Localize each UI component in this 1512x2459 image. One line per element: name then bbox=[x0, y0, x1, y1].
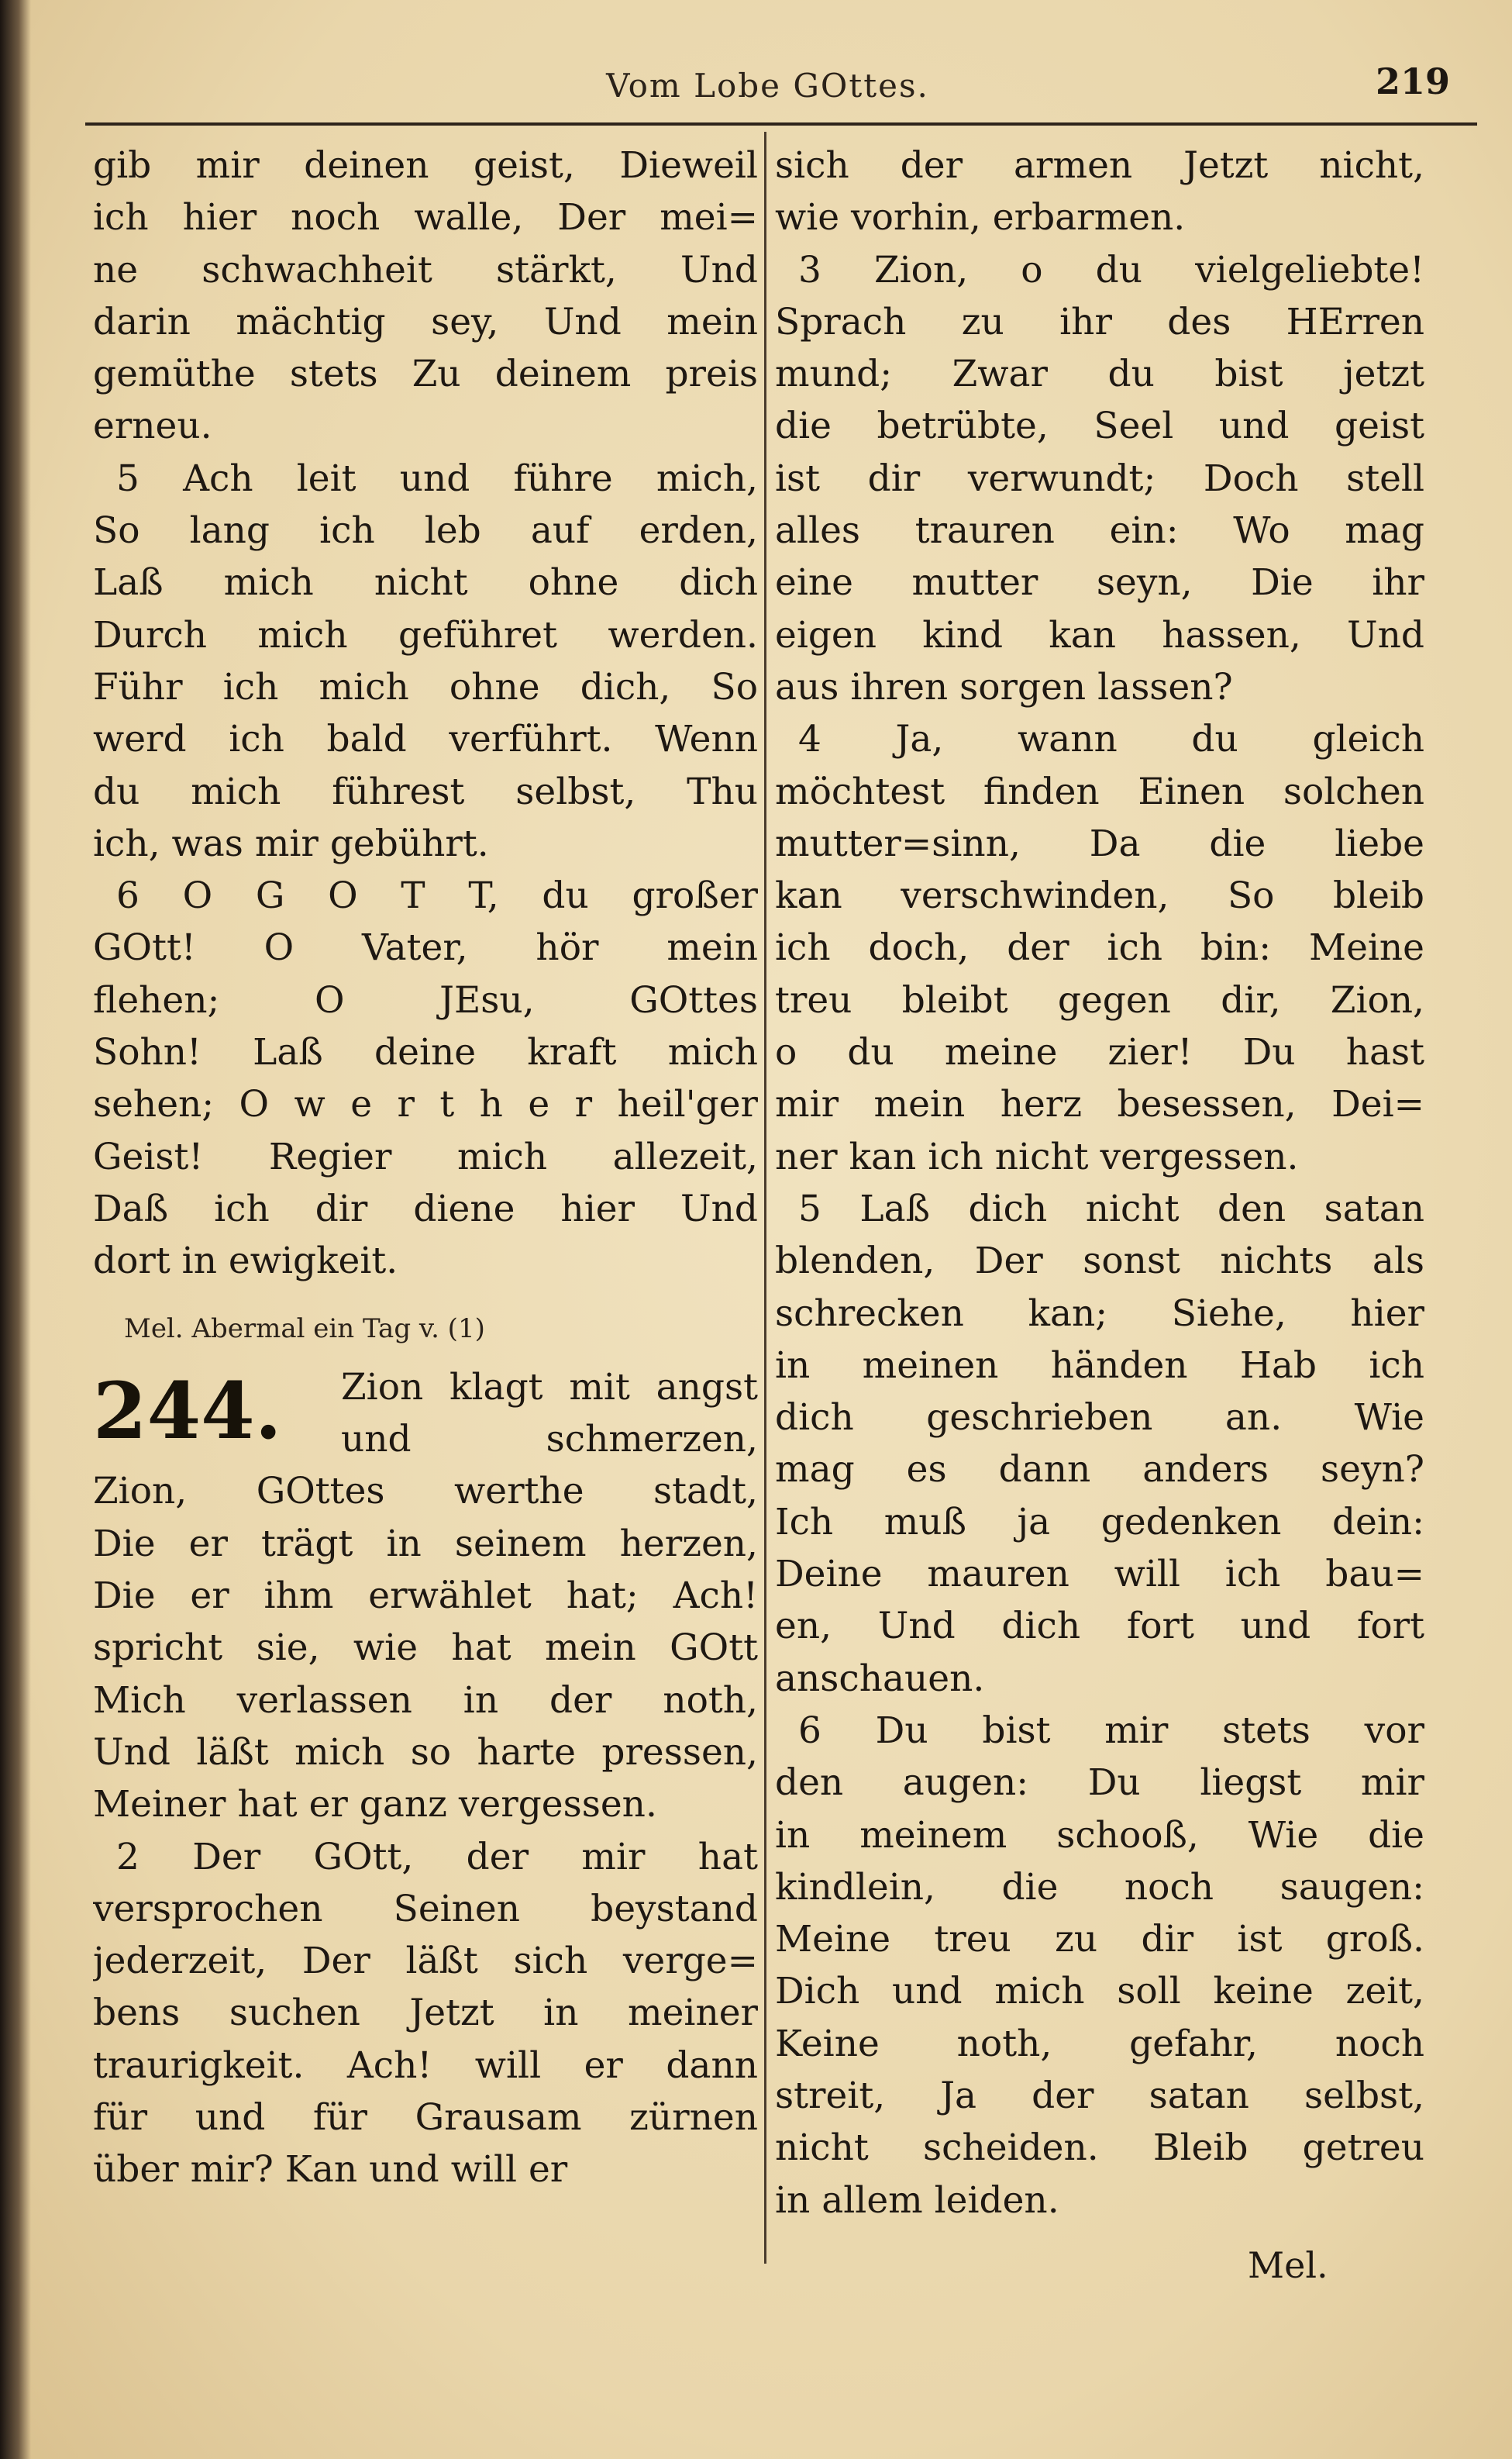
text-line: alles trauren ein: Wo mag bbox=[775, 509, 1424, 553]
text-line: wie vorhin, erbarmen. bbox=[775, 196, 1186, 240]
text-line: flehen; O JEsu, GOttes bbox=[93, 978, 758, 1022]
text-line: Geist! Regier mich allezeit, bbox=[93, 1135, 758, 1178]
text-line: in allem leiden. bbox=[775, 2178, 1059, 2222]
text-line: spricht sie, wie hat mein GOtt bbox=[93, 1626, 758, 1670]
header-rule bbox=[85, 122, 1477, 126]
text-line: Und läßt mich so harte pressen, bbox=[93, 1730, 758, 1774]
left-column-verses bbox=[93, 140, 758, 1288]
text-line: Mich verlassen in der noth, bbox=[93, 1678, 758, 1722]
text-line: ich doch, der ich bin: Meine bbox=[775, 926, 1424, 970]
text-line: nicht scheiden. Bleib getreu bbox=[775, 2126, 1424, 2170]
book-spine-shadow bbox=[0, 0, 31, 2459]
page-number: 219 bbox=[1375, 60, 1450, 102]
column-divider bbox=[764, 132, 766, 2264]
text-line: 5 Ach leit und führe mich, bbox=[116, 457, 758, 500]
text-line: über mir? Kan und will er bbox=[93, 2148, 568, 2192]
hymn-number: 244. bbox=[93, 1364, 282, 1457]
text-line: blenden, Der sonst nichts als bbox=[775, 1240, 1424, 1283]
text-line: eigen kind kan hassen, Und bbox=[775, 613, 1424, 657]
text-line: Die er ihm erwählet hat; Ach! bbox=[93, 1574, 758, 1618]
text-line: mutter=sinn, Da die liebe bbox=[775, 822, 1424, 865]
text-line: Deine mauren will ich bau= bbox=[775, 1553, 1424, 1596]
text-line: jederzeit, Der läßt sich verge= bbox=[93, 1940, 758, 1983]
text-line: Meiner hat er ganz vergessen. bbox=[93, 1783, 657, 1826]
text-line: o du meine zier! Du hast bbox=[775, 1031, 1424, 1074]
text-line: Durch mich geführet werden. bbox=[93, 613, 758, 657]
text-line: traurigkeit. Ach! will er dann bbox=[93, 2043, 758, 2087]
hymn-heading bbox=[93, 1361, 758, 1466]
text-line: gib mir deinen geist, Dieweil bbox=[93, 144, 758, 187]
text-line: Laß mich nicht ohne dich bbox=[93, 561, 758, 605]
text-line: Zion, GOttes werthe stadt, bbox=[93, 1470, 758, 1513]
text-line: ich hier noch walle, Der mei= bbox=[93, 196, 758, 240]
text-line: erneu. bbox=[93, 405, 212, 448]
text-line: Daß ich dir diene hier Und bbox=[93, 1187, 758, 1230]
text-line: sehen; O w e r t h e r heil'ger bbox=[93, 1083, 758, 1126]
text-line: sich der armen Jetzt nicht, bbox=[775, 144, 1424, 187]
hymn-first-line: Zion klagt mit angst bbox=[341, 1365, 758, 1409]
catchword: Mel. bbox=[1248, 2244, 1328, 2286]
text-line: darin mächtig sey, Und mein bbox=[93, 300, 758, 343]
hymn-second-line: und schmerzen, bbox=[341, 1418, 758, 1461]
text-line: 5 Laß dich nicht den satan bbox=[798, 1187, 1424, 1230]
right-column-hymn-text bbox=[775, 140, 1424, 2226]
text-line: Keine noth, gefahr, noch bbox=[775, 2022, 1424, 2065]
text-line: treu bleibt gegen dir, Zion, bbox=[775, 978, 1424, 1022]
text-line: 2 Der GOtt, der mir hat bbox=[116, 1835, 758, 1878]
text-line: 3 Zion, o du vielgeliebte! bbox=[798, 248, 1424, 291]
text-line: 4 Ja, wann du gleich bbox=[798, 718, 1424, 761]
text-line: So lang ich leb auf erden, bbox=[93, 509, 758, 553]
running-title: Vom Lobe GOttes. bbox=[606, 67, 929, 105]
text-line: Sohn! Laß deine kraft mich bbox=[93, 1031, 758, 1074]
text-line: kan verschwinden, So bleib bbox=[775, 874, 1424, 918]
text-line: Ich muß ja gedenken dein: bbox=[775, 1500, 1424, 1543]
text-line: werd ich bald verführt. Wenn bbox=[93, 718, 758, 761]
text-line: versprochen Seinen beystand bbox=[93, 1887, 758, 1930]
left-column bbox=[93, 140, 758, 2196]
text-line: in meinen händen Hab ich bbox=[775, 1343, 1424, 1387]
text-line: 6 Du bist mir stets vor bbox=[798, 1709, 1424, 1752]
text-line: mag es dann anders seyn? bbox=[775, 1448, 1424, 1492]
text-line: ner kan ich nicht vergessen. bbox=[775, 1135, 1299, 1178]
text-line: Sprach zu ihr des HErren bbox=[775, 300, 1424, 343]
text-line: en, Und dich fort und fort bbox=[775, 1605, 1424, 1648]
text-line: eine mutter seyn, Die ihr bbox=[775, 561, 1424, 605]
text-line: gemüthe stets Zu deinem preis bbox=[93, 353, 758, 396]
text-line: kindlein, die noch saugen: bbox=[775, 1865, 1424, 1909]
text-line: du mich führest selbst, Thu bbox=[93, 770, 758, 813]
text-line: schrecken kan; Siehe, hier bbox=[775, 1292, 1424, 1335]
text-line: anschauen. bbox=[775, 1657, 985, 1700]
text-line: dich geschrieben an. Wie bbox=[775, 1396, 1424, 1440]
text-line: Die er trägt in seinem herzen, bbox=[93, 1522, 758, 1565]
text-line: dort in ewigkeit. bbox=[93, 1240, 398, 1283]
text-line: die betrübte, Seel und geist bbox=[775, 405, 1424, 448]
page-header bbox=[70, 53, 1466, 122]
text-line: 6 O G O T T, du großer bbox=[116, 874, 758, 918]
text-line: Führ ich mich ohne dich, So bbox=[93, 665, 758, 709]
text-line: in meinem schooß, Wie die bbox=[775, 1813, 1424, 1857]
text-line: ich, was mir gebührt. bbox=[93, 822, 489, 865]
right-column bbox=[775, 140, 1424, 2226]
left-column-hymn-text bbox=[93, 1465, 758, 2195]
text-line: streit, Ja der satan selbst, bbox=[775, 2074, 1424, 2117]
text-line: Meine treu zu dir ist groß. bbox=[775, 1918, 1424, 1961]
text-line: für und für Grausam zürnen bbox=[93, 2095, 758, 2139]
text-line: ne schwachheit stärkt, Und bbox=[93, 248, 758, 291]
text-line: bens suchen Jetzt in meiner bbox=[93, 1992, 758, 2035]
text-line: den augen: Du liegst mir bbox=[775, 1761, 1424, 1805]
text-line: GOtt! O Vater, hör mein bbox=[93, 926, 758, 970]
text-line: mund; Zwar du bist jetzt bbox=[775, 353, 1424, 396]
text-line: mir mein herz besessen, Dei= bbox=[775, 1083, 1424, 1126]
text-line: aus ihren sorgen lassen? bbox=[775, 665, 1233, 709]
melody-note: Mel. Abermal ein Tag v. (1) bbox=[124, 1312, 485, 1344]
text-line: möchtest finden Einen solchen bbox=[775, 770, 1424, 813]
text-line: Dich und mich soll keine zeit, bbox=[775, 1970, 1424, 2013]
text-line: ist dir verwundt; Doch stell bbox=[775, 457, 1424, 500]
